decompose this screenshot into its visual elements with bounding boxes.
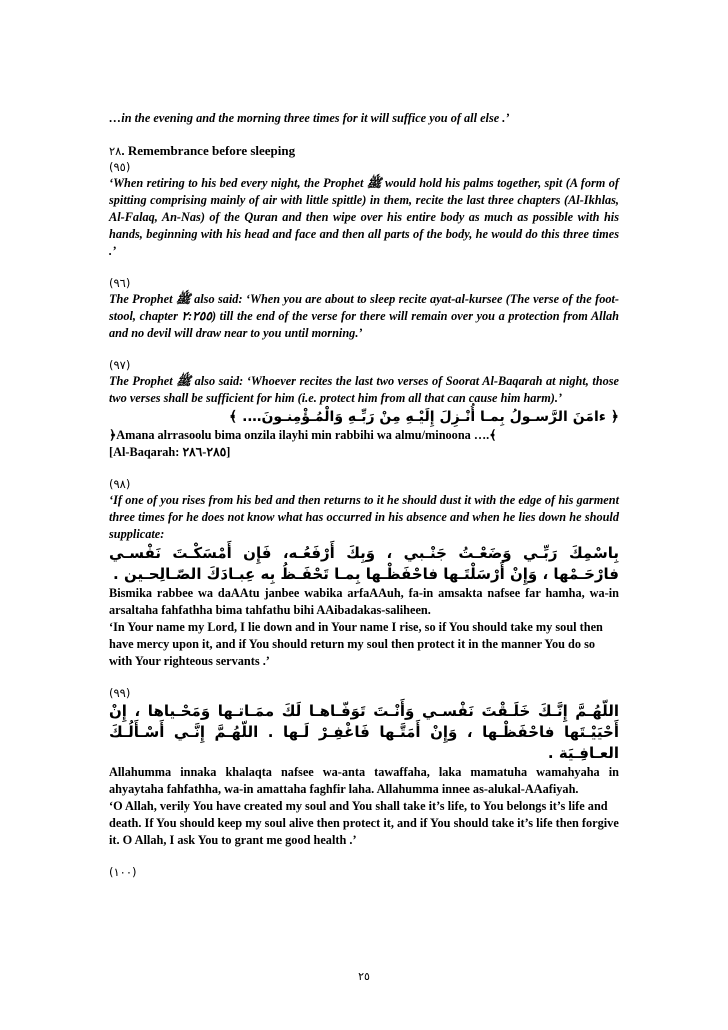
section-heading <box>109 142 619 159</box>
hadith-number-98: (٩٨) <box>109 477 131 491</box>
translation-98: ‘In Your name my Lord, I lie down and in Your name I rise, so if You should take my soul then have mercy upon it, and if You should return my soul then protect it in the manner You do so with Your righteous servants .’ <box>109 620 603 668</box>
section-number: ٢٨ <box>109 144 122 158</box>
hadith-number-100: (١٠٠) <box>109 865 137 879</box>
transliteration-98: Bismika rabbee wa daAAtu janbee wabika arfaAAuh, fa-in amsakta nafsee far hamha, wa-in arsaltaha fahfathha bima tahfathu bihi AAibadakas-saliheen. <box>109 586 619 617</box>
transliteration-99: Allahumma innaka khalaqta nafsee wa-anta tawaffaha, laka mamatuha wamahyaha in ahyaytaha fahfathha, wa-in amattaha faghfir laha. Allahumma innee as-alukal-AAafiyah. <box>109 765 619 796</box>
arabic-supplication-98: بِاسْمِكَ رَبِّـي وَضَعْـتُ جَنْـبي ، وَبِكَ أَرْفَعُـه، فَإِن أَمْسَكْـتَ نَفْسـي فارْحَـمْها ، وَإِنْ أَرْسَلْتَـها فاحْفَظْـها بِمـا تَحْفَـظُ بِه عِبـادَكَ الصّـالِحـين . <box>109 544 619 583</box>
hadith-text-97: The Prophet ﷺ also said: ‘Whoever recites the last two verses of Soorat Al-Baqarah at night, those two verses shall be sufficient for him (i.e. protect him from all that can cause him harm).’ <box>109 374 619 405</box>
hadith-text-96: The Prophet ﷺ also said: ‘When you are about to sleep recite ayat-al-kursee (The verse of the foot-stool, chapter ٢:٢٥٥) till the end of the verse for there will remain over you a protection from Allah and no devil will draw near to you until morning.’ <box>109 292 619 340</box>
intro-text: …in the evening and the morning three times for it will suffice you of all else .’ <box>109 111 510 125</box>
hadith-text-95: ‘When retiring to his bed every night, the Prophet ﷺ would hold his palms together, spit (A form of spitting comprising mainly of air with little spittle) in them, recite the last three chapters (Al-Ikhlas, Al-Falaq, An-Nas) of the Quran and then wipe over his entire body as much as possible with his hands, beginning with his head and face and then all parts of the body, he would do this three times .’ <box>109 176 619 258</box>
transliteration-97: ﴿Amana alrrasoolu bima onzila ilayhi min rabbihi wa almu/minoona ….﴾ <box>109 428 497 442</box>
hadith-number-99: (٩٩) <box>109 686 131 700</box>
arabic-verse-97: ﴿ ءامَنَ الرَّسـولُ بِمـا أُنْـزِلَ إِلَيْـهِ مِنْ رَبِّـهِ وَالْمُـؤْمِنـونَ…. ﴾ <box>229 409 619 425</box>
page-number: ٢٥ <box>358 970 370 983</box>
section-title: . Remembrance before sleeping <box>121 143 296 158</box>
translation-99: ‘O Allah, verily You have created my soul and You shall take it’s life, to You belongs it’s life and death. If You should keep my soul alive then protect it, and if You should take it’s life then forgive it. O Allah, I ask You to grant me good health .’ <box>109 799 619 847</box>
hadith-number-96: (٩٦) <box>109 276 131 290</box>
hadith-number-97: (٩٧) <box>109 358 131 372</box>
hadith-number-95: (٩٥) <box>109 160 131 174</box>
reference-97: [Al-Baqarah: ٢٨٥-٢٨٦] <box>109 445 231 459</box>
arabic-supplication-99: اللّهُـمَّ إِنَّـكَ خَلَـقْتَ نَفْسـي وَأَنْـتَ تَوَفّـاهـا لَكَ ممَـاتـها وَمَحْـياها ، إِنْ أَحْيَيْـتَها فاحْفَظْـها ، وَإِنْ أَمَتَّـها فَاغْفِـرْ لَـها . اللّهُـمَّ إِنَّـي أَسْـأَلُـكَ العـافِـيَة . <box>109 702 619 762</box>
page-body <box>109 110 619 880</box>
hadith-text-98: ‘If one of you rises from his bed and then returns to it he should dust it with the edge of his garment three times for he does not know what has occurred in his absence and when he lies down he should supplicate: <box>109 493 619 541</box>
